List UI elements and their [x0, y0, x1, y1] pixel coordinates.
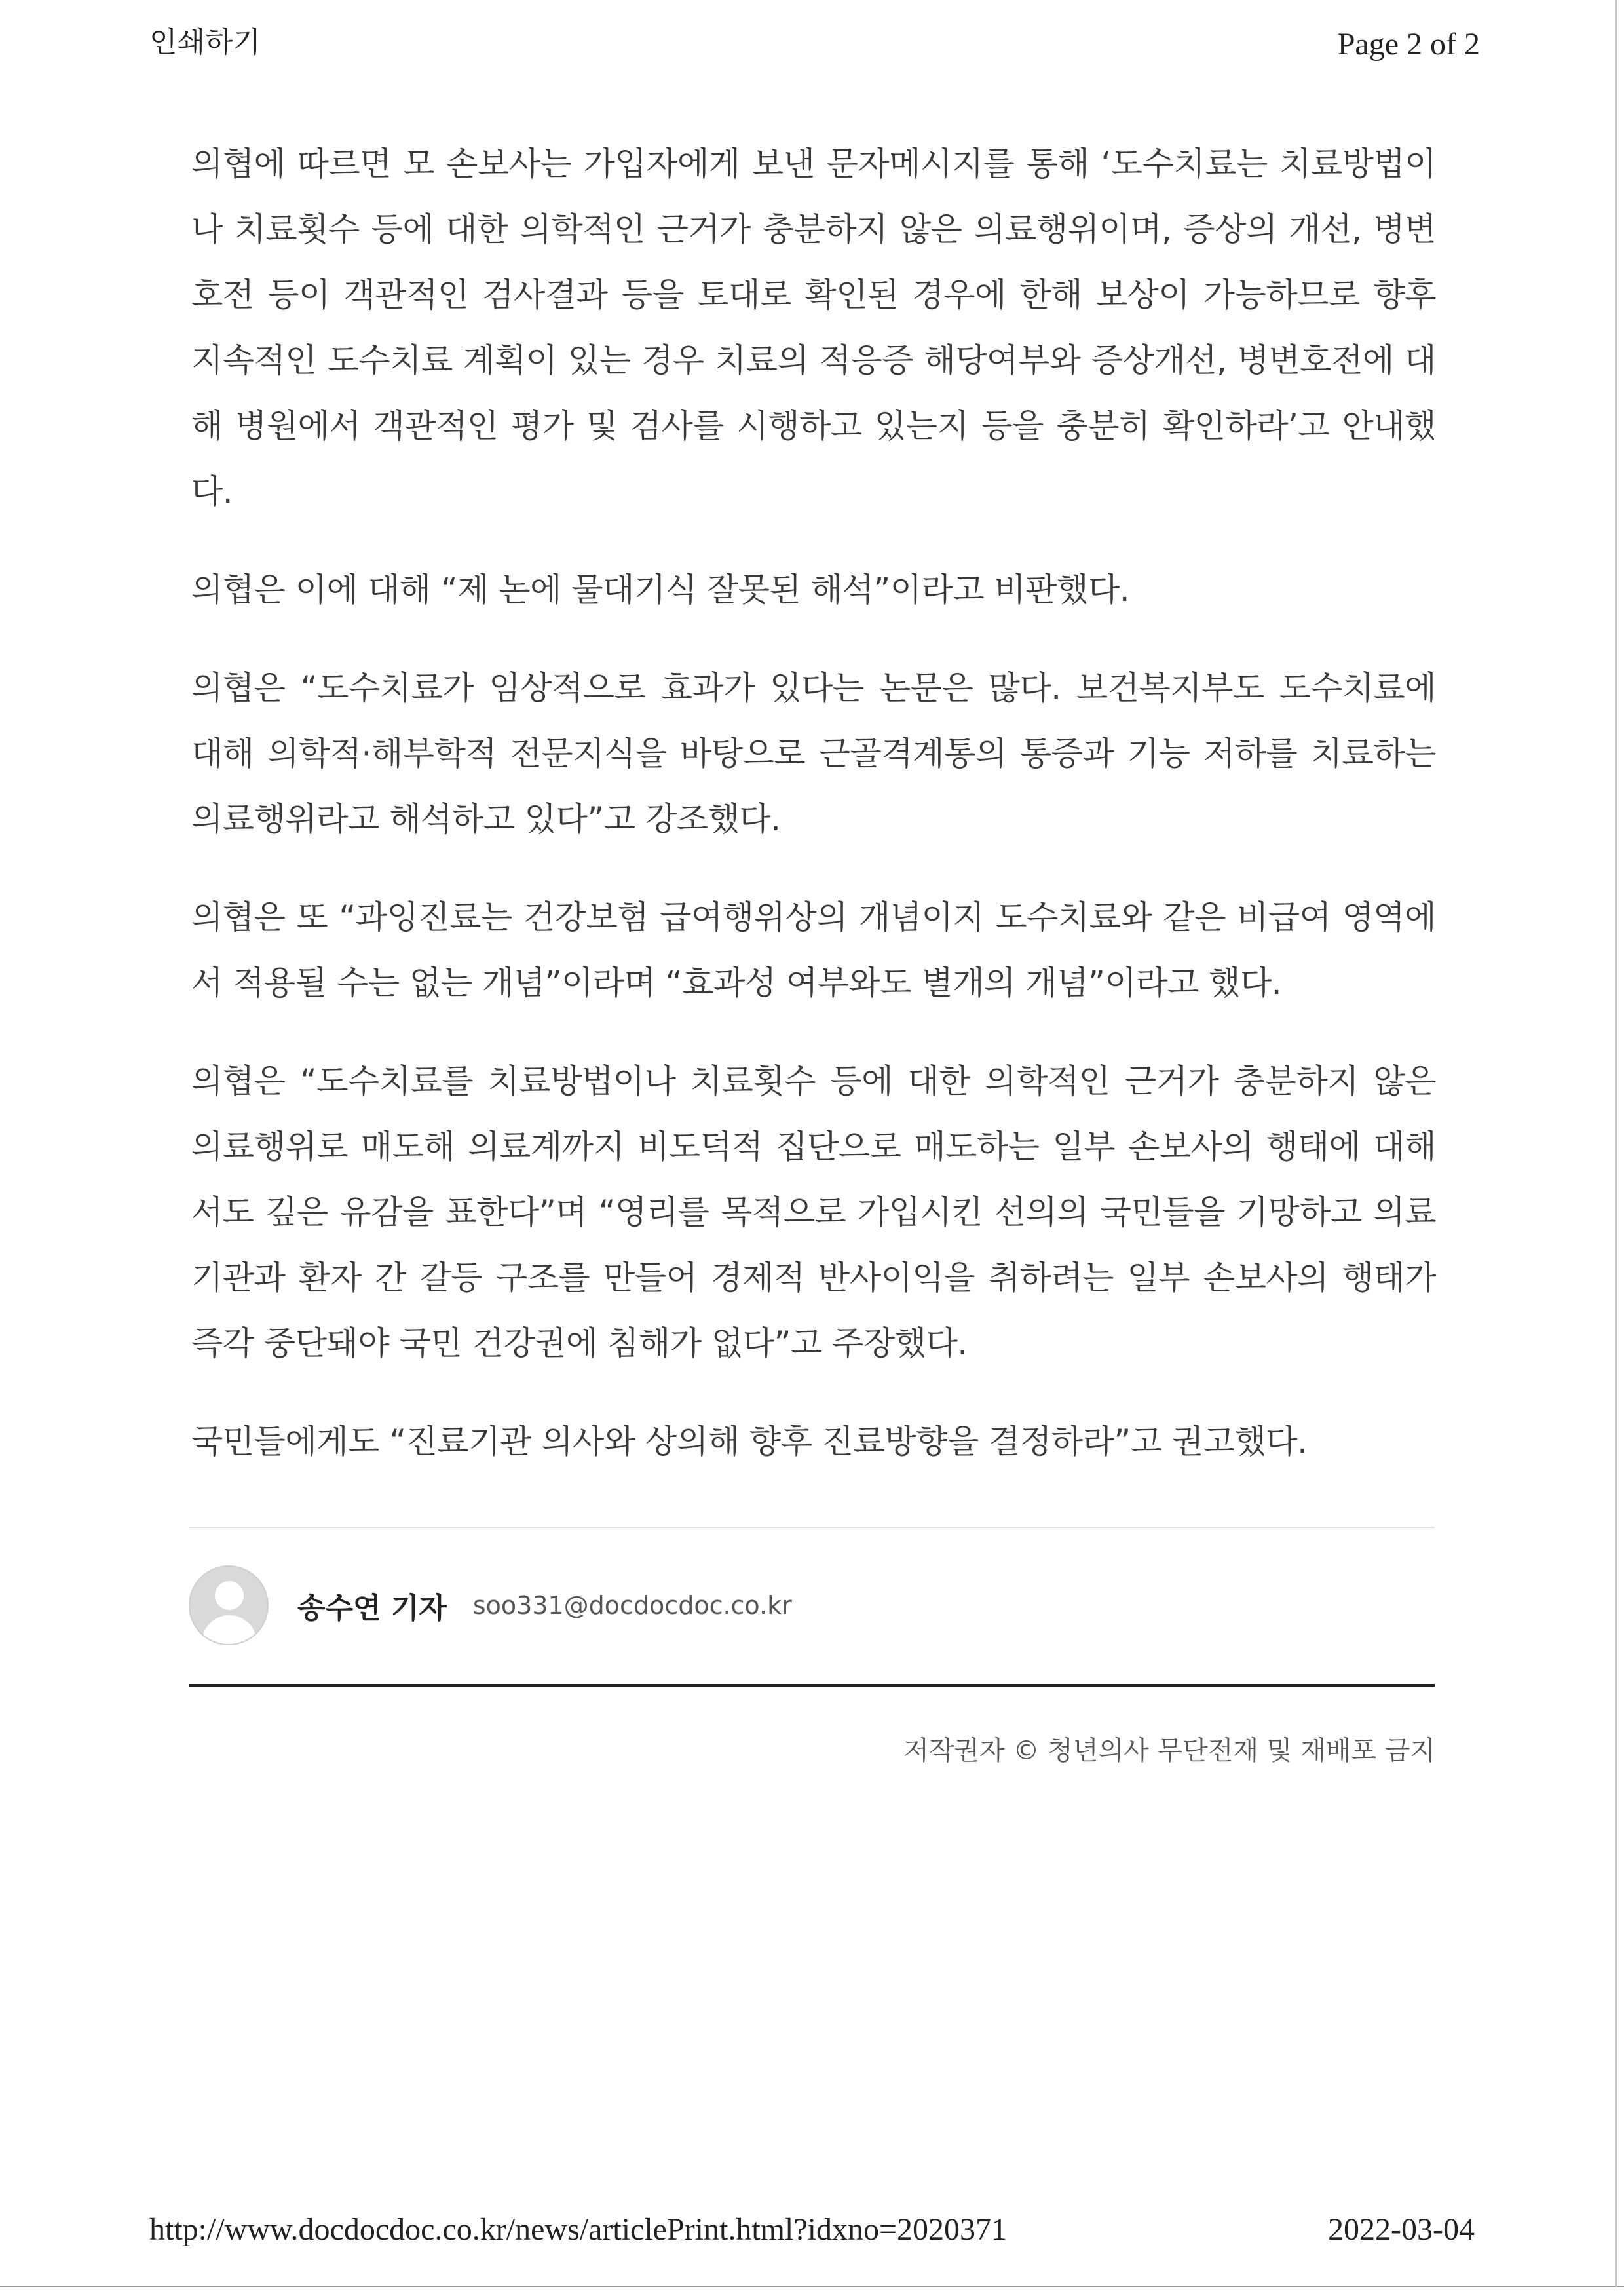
article-paragraph: 의협은 이에 대해 “제 논에 물대기식 잘못된 해석”이라고 비판했다.: [191, 571, 1130, 609]
user-avatar-icon: [189, 1565, 269, 1645]
reporter-name: 송수연 기자: [297, 1592, 447, 1625]
copyright-notice: 저작권자 © 청년의사 무단전재 및 재배포 금지: [903, 1736, 1435, 1766]
page-indicator: Page 2 of 2: [1337, 27, 1480, 62]
article-paragraph: 국민들에게도 “진료기관 의사와 상의해 향후 진료방향을 결정하라”고 권고했다.: [191, 1423, 1308, 1461]
page-edge-bottom: [0, 2286, 1624, 2287]
byline-divider-top: [189, 1527, 1435, 1528]
footer-url: http://www.docdocdoc.co.kr/news/articlePrint.html?idxno=2020371: [149, 2212, 1008, 2247]
article-body: [191, 131, 1436, 1507]
article-paragraph: 의협은 “도수치료를 치료방법이나 치료횟수 등에 대한 의학적인 근거가 충분하지 않은 의료행위로 매도해 의료계까지 비도덕적 집단으로 매도하는 일부 손보사의 행태에 대해서도 깊은 유감을 표한다”며 “영리를 목적으로 가입시킨 선의의 국민들을 기망하고 의료기관과 환자 간 갈등 구조를 만들어 경제적 반사이익을 취하려는 일부 손보사의 행태가 즉각 중단돼야 국민 건강권에 침해가 없다”고 주장했다.: [191, 1062, 1436, 1362]
page-edge-right: [1615, 0, 1617, 2287]
print-button[interactable]: 인쇄하기: [149, 26, 261, 59]
reporter-byline: [189, 1563, 792, 1648]
article-paragraph: 의협은 또 “과잉진료는 건강보험 급여행위상의 개념이지 도수치료와 같은 비급여 영역에서 적용될 수는 없는 개념”이라며 “효과성 여부와도 별개의 개념”이라고 했다.: [191, 898, 1436, 1002]
article-paragraph: 의협에 따르면 모 손보사는 가입자에게 보낸 문자메시지를 통해 ‘도수치료는 치료방법이나 치료횟수 등에 대한 의학적인 근거가 충분하지 않은 의료행위이며, 증상의 개선, 병변호전 등이 객관적인 검사결과 등을 토대로 확인된 경우에 한해 보상이 가능하므로 향후 지속적인 도수치료 계획이 있는 경우 치료의 적응증 해당여부와 증상개선, 병변호전에 대해 병원에서 객관적인 평가 및 검사를 시행하고 있는지 등을 충분히 확인하라’고 안내했다.: [191, 145, 1436, 510]
article-paragraph: 의협은 “도수치료가 임상적으로 효과가 있다는 논문은 많다. 보건복지부도 도수치료에 대해 의학적·해부학적 전문지식을 바탕으로 근골격계통의 통증과 기능 저하를 치료하는 의료행위라고 해석하고 있다”고 강조했다.: [191, 669, 1436, 838]
footer-date: 2022-03-04: [1328, 2212, 1475, 2247]
reporter-email-link[interactable]: soo331@docdocdoc.co.kr: [472, 1591, 792, 1620]
byline-divider-bottom: [189, 1684, 1435, 1687]
